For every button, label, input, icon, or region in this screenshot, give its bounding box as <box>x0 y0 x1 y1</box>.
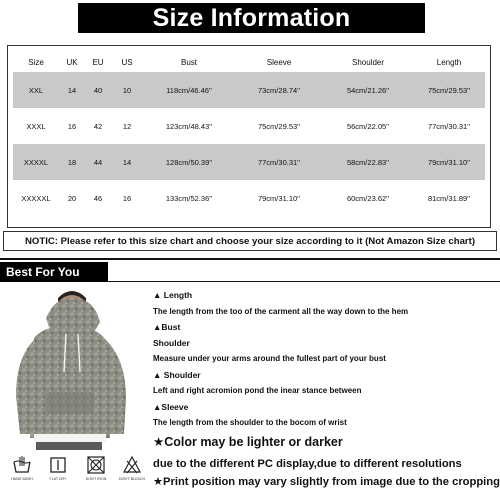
size-information-banner: Size Information <box>78 3 425 33</box>
care-icon-hand-wash <box>8 455 36 481</box>
table-cell: 14 <box>59 72 85 108</box>
column-header-us: US <box>121 57 133 67</box>
size-table-header-row <box>13 52 485 72</box>
table-cell: XXXXXL <box>21 193 51 203</box>
table-cell: 81cm/31.89'' <box>427 193 471 203</box>
color-note-line-2: due to the different PC display,due to different resolutions <box>153 458 462 470</box>
table-cell: 118cm/46.46'' <box>143 72 235 108</box>
measure-shoulder-text: Left and right acromion pond the inear stance between <box>153 386 362 395</box>
table-cell: 56cm/22.05'' <box>346 121 390 131</box>
table-cell: 12 <box>122 121 132 131</box>
table-cell: 77cm/30.31'' <box>235 144 323 180</box>
size-chart-notice: NOTIC: Please refer to this size chart and choose your size according to it (Not Amazon Size chart) <box>3 231 497 251</box>
table-cell: 58cm/22.83'' <box>323 144 413 180</box>
color-note-line-1: ★Color may be lighter or darker <box>153 435 343 449</box>
size-table <box>13 52 485 216</box>
table-cell: 40 <box>85 72 111 108</box>
care-label: DON'T IRON <box>85 477 107 481</box>
table-row <box>13 72 485 108</box>
column-header-bust: Bust <box>180 57 197 67</box>
color-note-line-3: ★Print position may vary slightly from image due to the cropping <box>153 476 500 488</box>
measure-sleeve-heading: ▲Sleeve <box>153 402 189 412</box>
best-for-you-underline <box>108 281 500 282</box>
table-cell: 14 <box>111 144 143 180</box>
table-cell: 18 <box>59 144 85 180</box>
hoodie-model-photo <box>6 288 131 450</box>
best-for-you-label: Best For You <box>0 262 108 282</box>
hand-wash-icon <box>12 455 32 475</box>
care-icon-do-not-bleach <box>118 455 146 481</box>
measure-bust-heading: ▲Bust <box>153 322 181 332</box>
care-icon-flat-dry <box>44 455 72 481</box>
flat-dry-icon <box>48 455 68 475</box>
table-cell: 44 <box>85 144 111 180</box>
section-divider <box>0 258 500 260</box>
measure-sleeve-text: The length from the shoulder to the bocom of wrist <box>153 418 347 427</box>
table-cell: 42 <box>93 121 103 131</box>
care-label: HAND WASH <box>11 477 33 481</box>
measure-length-heading: ▲ Length <box>153 290 193 300</box>
table-row <box>13 144 485 180</box>
table-cell: XXXL <box>26 121 46 131</box>
table-cell: 73cm/28.74'' <box>235 72 323 108</box>
column-header-eu: EU <box>92 57 104 67</box>
table-cell: 46 <box>93 193 103 203</box>
table-cell: 54cm/21.26'' <box>323 72 413 108</box>
table-cell: 123cm/48.43'' <box>165 121 213 131</box>
column-header-length: Length <box>436 57 462 67</box>
do-not-iron-icon <box>86 455 106 475</box>
table-cell: 16 <box>122 193 132 203</box>
table-cell: 133cm/52.36'' <box>165 193 213 203</box>
table-cell: 128cm/50.39'' <box>143 144 235 180</box>
table-cell: 79cm/31.10'' <box>257 193 301 203</box>
measure-bust-text: Measure under your arms around the fullest part of your bust <box>153 354 386 363</box>
column-header-size: Size <box>28 57 44 67</box>
table-cell: 16 <box>67 121 77 131</box>
table-cell: 79cm/31.10'' <box>413 144 485 180</box>
column-header-shoulder: Shoulder <box>351 57 385 67</box>
table-cell: XXL <box>13 72 59 108</box>
table-cell: 75cm/29.53'' <box>257 121 301 131</box>
table-cell: XXXXL <box>13 144 59 180</box>
table-cell: 10 <box>111 72 143 108</box>
table-cell: 60cm/23.62'' <box>346 193 390 203</box>
care-icon-do-not-iron <box>82 455 110 481</box>
care-label: FLAT DRY <box>49 477 67 481</box>
column-header-uk: UK <box>66 57 78 67</box>
care-label: DON'T BLEACH <box>118 477 146 481</box>
table-row <box>13 180 485 216</box>
measure-bust-subheading: Shoulder <box>153 338 190 348</box>
measure-length-text: The length from the too of the carment all the way down to the hem <box>153 307 409 316</box>
table-cell: 77cm/30.31'' <box>427 121 471 131</box>
measure-shoulder-heading: ▲ Shoulder <box>153 370 201 380</box>
table-cell: 20 <box>67 193 77 203</box>
column-header-sleeve: Sleeve <box>266 57 292 67</box>
table-row <box>13 108 485 144</box>
care-icons <box>4 455 146 493</box>
table-cell: 75cm/29.53'' <box>413 72 485 108</box>
do-not-bleach-icon <box>122 455 142 475</box>
